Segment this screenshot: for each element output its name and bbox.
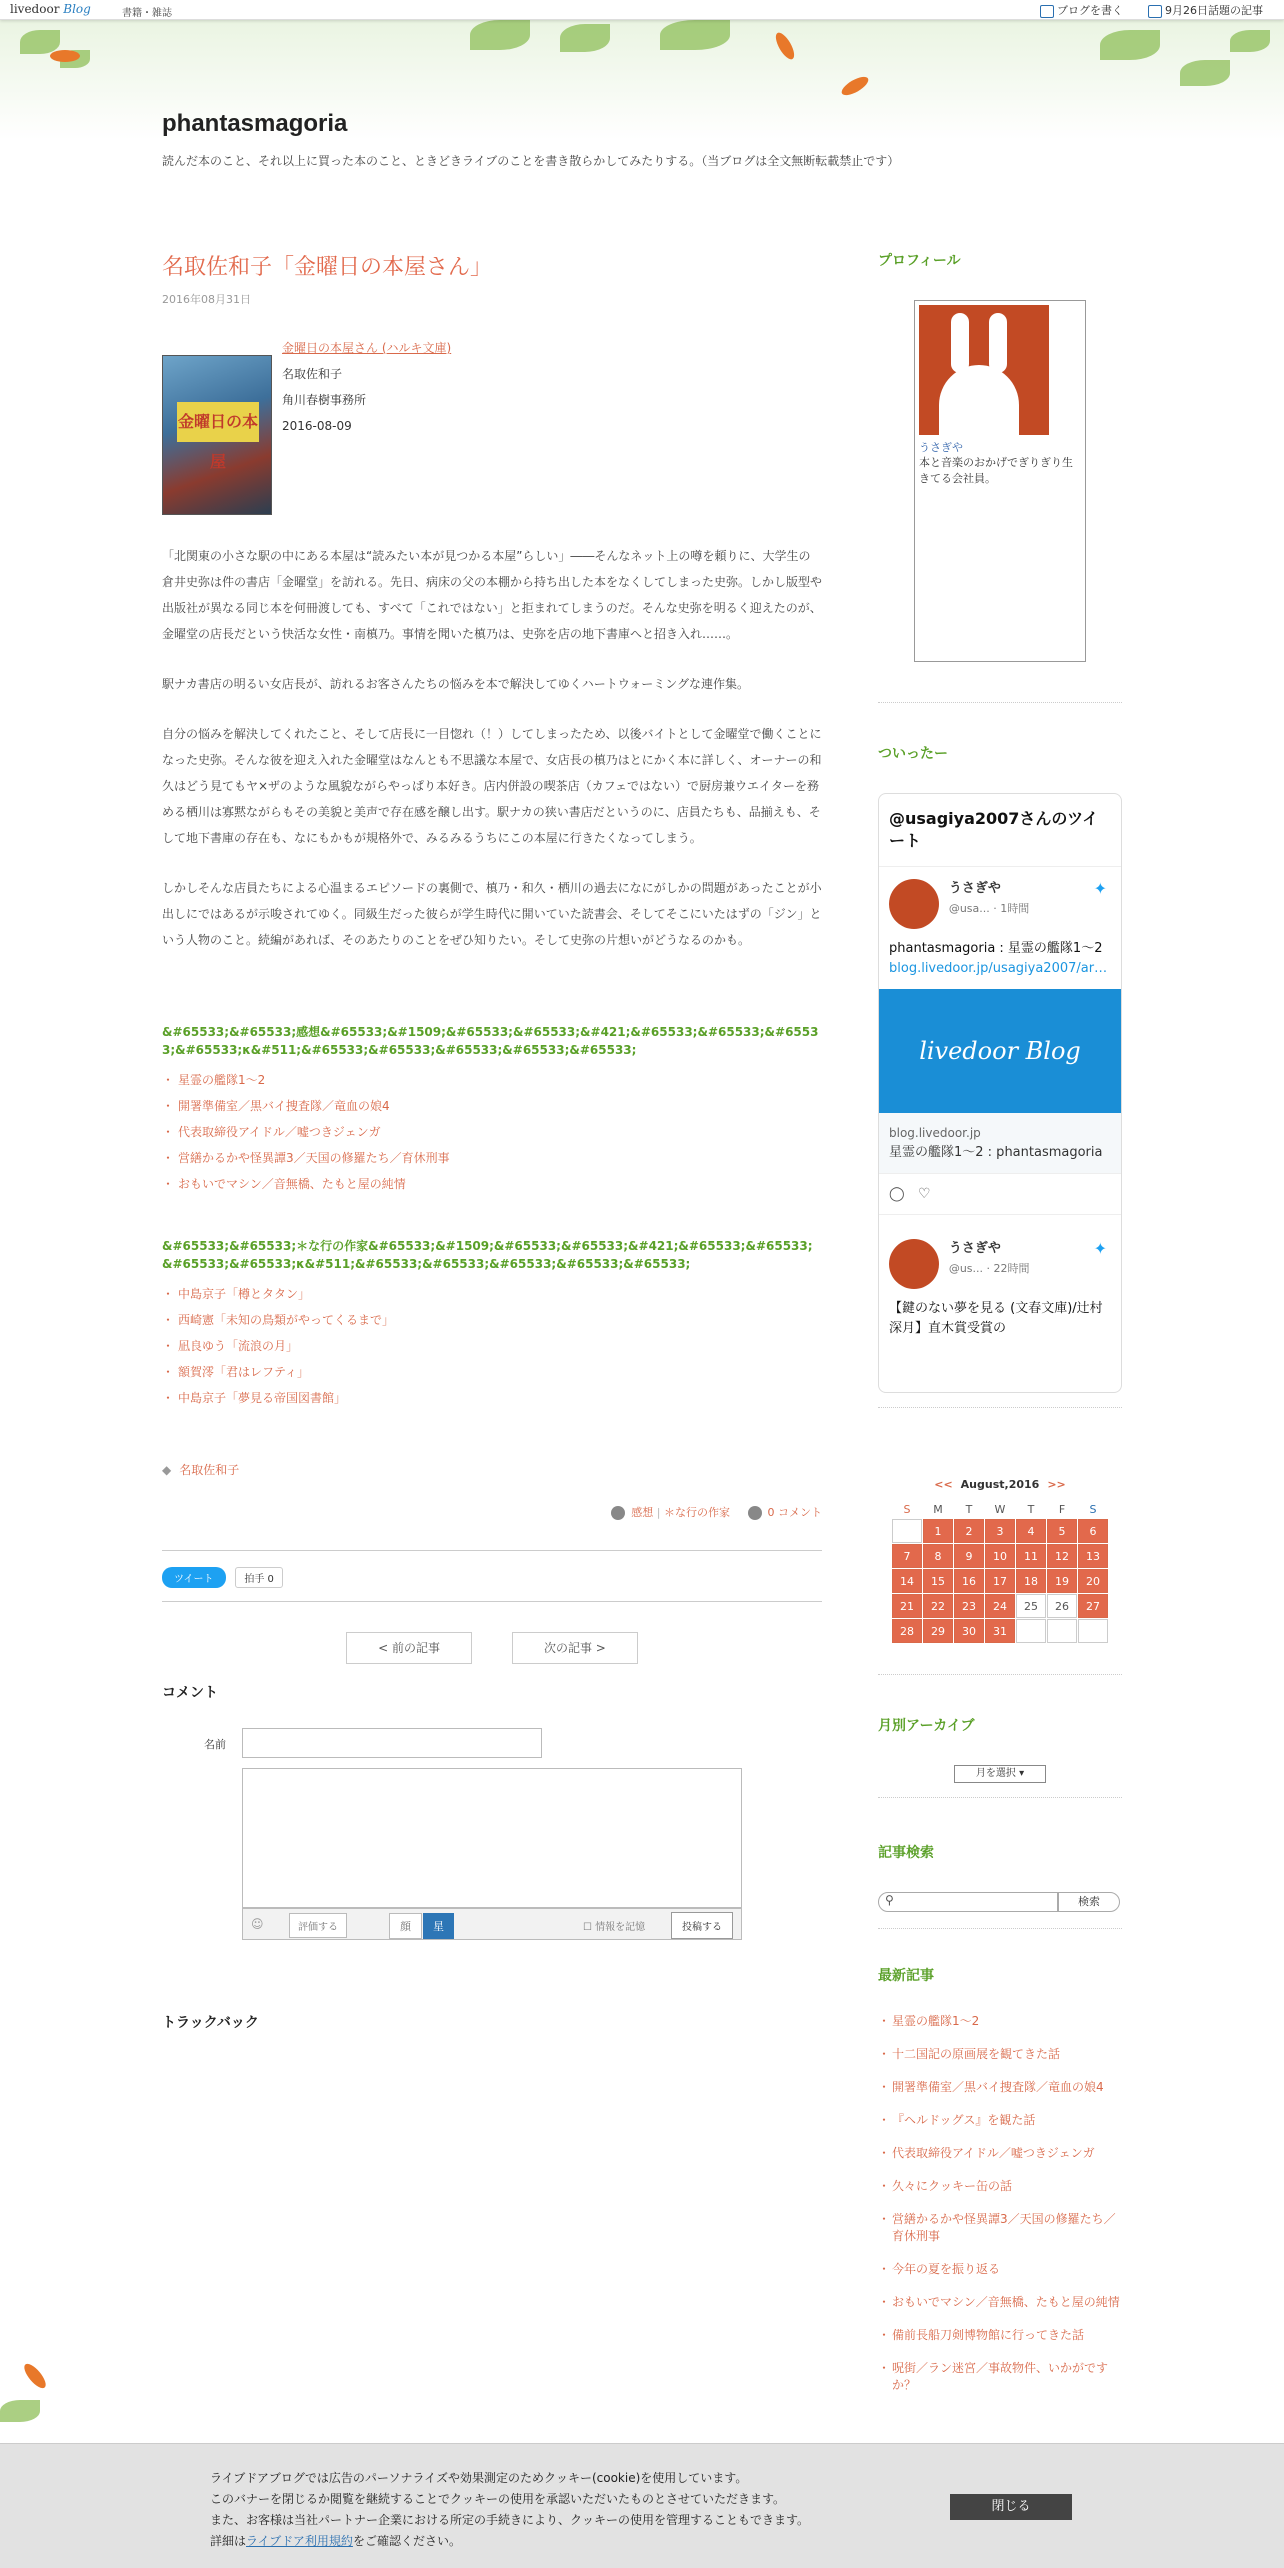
write-blog-link[interactable]: ブログを書く xyxy=(1040,2,1123,18)
leaf-icon xyxy=(1100,30,1160,60)
recent-heading: 最新記事 xyxy=(878,1968,934,1984)
category-icon xyxy=(611,1506,625,1520)
cookie-text: このバナーを閉じるか閲覧を継続することでクッキーの使用を承認いただいたものとさせていただきます。 xyxy=(210,2492,786,2506)
calendar-day xyxy=(1016,1619,1046,1643)
leaf-icon xyxy=(1230,30,1270,52)
search-heading: 記事検索 xyxy=(878,1845,934,1861)
like-icon[interactable]: ♡ xyxy=(918,1186,931,1202)
calendar-title: August,2016 xyxy=(960,1478,1040,1491)
post-date: 2016年08月31日 xyxy=(162,293,251,306)
comment-form xyxy=(162,1722,822,2012)
close-button[interactable]: 閉じる xyxy=(950,2494,1072,2520)
leaf-icon xyxy=(20,30,60,54)
list-item[interactable]: ・ 西崎憲「未知の鳥類がやってくるまで」 xyxy=(162,1307,822,1333)
divider xyxy=(878,1797,1122,1798)
calendar-icon xyxy=(1148,5,1162,18)
rabbit-ear xyxy=(951,313,969,373)
list-item[interactable]: ・ 今年の夏を振り返る xyxy=(878,2253,1122,2286)
list-item[interactable]: ・ 開署準備室／黒バイ捜査隊／竜血の娘4 xyxy=(162,1093,822,1119)
link-card[interactable]: blog.livedoor.jp 星霊の艦隊1〜2 : phantasmagoria xyxy=(879,1113,1121,1174)
calendar-day[interactable]: 18 xyxy=(1016,1569,1046,1593)
list-item[interactable]: ・ おもいでマシン／音無橋、たもと屋の純情 xyxy=(878,2286,1122,2319)
paragraph: 「北関東の小さな駅の中にある本屋は“読みたい本が見つかる本屋”らしい」――そんなネット上の噂を頼りに、大学生の倉井史弥は件の書店「金曜堂」を訪れる。先日、病床の父の本棚から持ち出した本をなくしてしまった史弥。しかし版型や出版社が異なる同じ本を何冊渡しても、すべて「これではない」と拒まれてしまうのだ。そんな史弥を明るく迎えたのが、金曜堂の店長だという快活な女性・南槙乃。事情を聞いた槙乃は、史弥を店の地下書庫へと招き入れ……。 xyxy=(162,549,823,641)
tag-link[interactable]: 名取佐和子 xyxy=(179,1463,240,1477)
post-meta: 感想 | ＊な行の作家 0 コメント xyxy=(162,1504,822,1520)
pencil-icon xyxy=(1040,5,1054,18)
next-post-button[interactable]: 次の記事 > xyxy=(512,1632,638,1664)
paragraph: しかしそんな店員たちによる心温まるエピソードの裏側で、槙乃・和久・栖川の過去になにがしかの問題があったことが小出しにではあるが示唆されてゆく。同級生だった彼らが学生時代に開いていた読書会、そしてそこにいたはずの「ジン」という人物のこと。続編があれば、そのあたりのことをぜひ知りたい。そして史弥の片想いがどうなるのかも。 xyxy=(162,881,822,947)
calendar xyxy=(878,1478,1122,1644)
goldfish-icon xyxy=(21,2361,49,2392)
divider xyxy=(878,1674,1122,1675)
comment-heading: コメント xyxy=(162,1685,218,1701)
list-item[interactable]: ・ 久々にクッキー缶の話 xyxy=(878,2170,1122,2203)
calendar-day[interactable]: 23 xyxy=(954,1594,984,1618)
calendar-next[interactable]: >> xyxy=(1047,1478,1066,1491)
calendar-day: 26 xyxy=(1047,1594,1077,1618)
calendar-day[interactable]: 21 xyxy=(892,1594,922,1618)
list-item[interactable]: ・ 中島京子「樽とタタン」 xyxy=(162,1281,822,1307)
profile-name[interactable]: うさぎや xyxy=(919,441,963,454)
list-item[interactable]: ・ 営繕かるかや怪異譚3／天国の修羅たち／育休刑事 xyxy=(162,1145,822,1171)
search xyxy=(878,1892,1122,1914)
tags xyxy=(162,1461,822,1478)
weekday-label: W xyxy=(994,1502,1006,1516)
avatar[interactable] xyxy=(889,1239,939,1289)
goldfish-icon xyxy=(50,50,80,62)
calendar-day: 25 xyxy=(1016,1594,1046,1618)
name-label: 名前 xyxy=(204,1738,226,1751)
face-button[interactable]: 顔 xyxy=(389,1913,422,1939)
calendar-day[interactable]: 27 xyxy=(1078,1594,1108,1618)
calendar-day[interactable]: 1 xyxy=(923,1519,953,1543)
divider xyxy=(878,702,1122,703)
calendar-day[interactable]: 15 xyxy=(923,1569,953,1593)
calendar-prev[interactable]: << xyxy=(934,1478,953,1491)
tweet xyxy=(879,867,1121,1227)
calendar-day[interactable]: 30 xyxy=(954,1619,984,1643)
archive-heading: 月別アーカイブ xyxy=(878,1718,975,1734)
twitter-timeline xyxy=(878,793,1122,1393)
calendar-day[interactable]: 14 xyxy=(892,1569,922,1593)
comment-textarea[interactable] xyxy=(242,1768,742,1908)
leaf-icon xyxy=(660,20,730,50)
paragraph: 自分の悩みを解決してくれたこと、そして店長に一目惚れ（！）してしまったため、以後バイトとして金曜堂で働くことになった史弥。そんな彼を迎え入れた金曜堂はなんとも不思議な本屋で、女店長の槙乃はとにかく本に詳しく、オーナーの和久はどう見てもヤ×ザのような風貌ながらやっぱり本好き。店内併設の喫茶店（カフェではない）で厨房兼ウエイターを務める栖川は寡黙ながらもその美貌と美声で存在感を醸し出す。駅ナカの狭い書店だというのに、店員たちも、品揃えも、そして地下書庫の存在も、なにもかもが規格外で、みるみるうちにこの本屋に行きたくなってしまう。 xyxy=(162,727,822,845)
list-item[interactable]: ・ おもいでマシン／音無橋、たもと屋の純情 xyxy=(162,1171,822,1197)
today-topics-link[interactable]: 9月26日話題の記事 xyxy=(1148,2,1263,18)
divider xyxy=(162,1550,822,1551)
leaf-icon xyxy=(470,20,530,50)
calendar-day[interactable]: 11 xyxy=(1016,1544,1046,1568)
list-item[interactable]: ・ 営繕かるかや怪異譚3／天国の修羅たち／育休刑事 xyxy=(878,2203,1122,2253)
calendar-day[interactable]: 20 xyxy=(1078,1569,1108,1593)
rabbit-face xyxy=(939,365,1019,435)
calendar-day[interactable]: 7 xyxy=(892,1544,922,1568)
calendar-day xyxy=(1047,1619,1077,1643)
category-heading[interactable]: &#65533;&#65533;＊な行の作家&#65533;&#1509;&#65533;&#65533;&#421;&#65533;&#65533;&#65533;&#65533;κ&#511;&#65533;&#65533;&#65533;&#65533;&#65533; xyxy=(162,1239,813,1271)
twitter-bird-icon[interactable]: ✦ xyxy=(1093,879,1107,898)
avatar[interactable] xyxy=(889,879,939,929)
nav-books[interactable]: 書籍・雑誌 xyxy=(122,8,172,19)
comment-toolbar xyxy=(242,1908,742,1940)
leaf-icon xyxy=(1180,60,1230,86)
paragraph: 駅ナカ書店の明るい女店長が、訪れるお客さんたちの悩みを本で解決してゆくハートウォーミングな連作集。 xyxy=(162,677,750,691)
tweet-button[interactable]: ツイート xyxy=(162,1567,226,1588)
link-card-image[interactable]: livedoor Blog xyxy=(879,989,1121,1113)
list-item[interactable]: ・ 代表取締役アイドル／嘘つきジェンガ xyxy=(878,2137,1122,2170)
livedoor-logo[interactable]: livedoor Blog xyxy=(10,2,91,16)
post-title[interactable]: 名取佐和子「金曜日の本屋さん」 xyxy=(162,255,493,280)
divider xyxy=(878,1407,1122,1408)
rabbit-ear xyxy=(989,313,1007,373)
calendar-day xyxy=(1078,1619,1108,1643)
search-icon: ⚲ xyxy=(885,1893,894,1907)
category-heading[interactable]: &#65533;&#65533;感想&#65533;&#1509;&#65533;&#65533;&#421;&#65533;&#65533;&#65533;&#65533;κ&#511;&#65533;&#65533;&#65533;&#65533;&#65533; xyxy=(162,1025,819,1057)
search-input[interactable] xyxy=(878,1892,1058,1912)
tweet-user-name[interactable]: うさぎや xyxy=(948,881,1001,896)
rate-dropdown[interactable]: 評価する xyxy=(289,1913,347,1938)
remember-checkbox[interactable]: ☐ 情報を記憶 xyxy=(583,1922,646,1933)
comment-icon xyxy=(748,1506,762,1520)
calendar-day[interactable]: 6 xyxy=(1078,1519,1108,1543)
calendar-day[interactable]: 5 xyxy=(1047,1519,1077,1543)
category-list xyxy=(162,1067,822,1197)
trackback-heading: トラックバック xyxy=(162,2015,259,2031)
cookie-text: ライブドアブログでは広告のパーソナライズや効果測定のためクッキー(cookie)を使用しています。 xyxy=(210,2471,748,2485)
calendar-day[interactable]: 17 xyxy=(985,1569,1015,1593)
calendar-day[interactable]: 13 xyxy=(1078,1544,1108,1568)
blog-description: 読んだ本のこと、それ以上に買った本のこと、ときどきライブのことを書き散らかしてみたりする。（当ブログは全文無断転載禁止です） xyxy=(162,154,900,168)
list-item[interactable]: ・ 星霊の艦隊1～2 xyxy=(878,2005,1122,2038)
calendar-day[interactable]: 29 xyxy=(923,1619,953,1643)
profile-box xyxy=(914,300,1086,662)
weekday-label: M xyxy=(933,1502,943,1516)
book-publisher: 角川春樹事務所 xyxy=(282,393,367,407)
book-date: 2016-08-09 xyxy=(282,419,352,433)
blog-title[interactable]: phantasmagoria xyxy=(162,110,348,137)
archive-select[interactable]: 月を選択 ▾ xyxy=(954,1765,1046,1783)
calendar-day[interactable]: 24 xyxy=(985,1594,1015,1618)
star-button[interactable]: 星 xyxy=(423,1913,454,1939)
divider xyxy=(878,1928,1122,1929)
meta-category-link[interactable]: ＊な行の作家 xyxy=(664,1506,730,1519)
tweet-handle: @usa... · 1時間 xyxy=(948,902,1030,915)
list-item[interactable]: ・ 中島京子「夢見る帝国図書館」 xyxy=(162,1385,822,1411)
profile-text: 本と音楽のおかげでぎりぎり生きてる会社員。 xyxy=(919,456,1073,485)
goldfish-icon xyxy=(839,73,871,98)
meta-category-link[interactable]: 感想 xyxy=(631,1506,654,1519)
weekday-label: T xyxy=(965,1502,973,1516)
weekday-label: S xyxy=(903,1502,911,1516)
calendar-day[interactable]: 28 xyxy=(892,1619,922,1643)
search-button[interactable]: 検索 xyxy=(1058,1892,1120,1912)
list-item[interactable]: ・ 凪良ゆう「流浪の月」 xyxy=(162,1333,822,1359)
calendar-day[interactable]: 19 xyxy=(1047,1569,1077,1593)
calendar-day[interactable]: 2 xyxy=(954,1519,984,1543)
list-item[interactable]: ・ 十二国記の原画展を観てきた話 xyxy=(878,2038,1122,2071)
cookie-banner: ライブドアブログでは広告のパーソナライズや効果測定のためクッキー(cookie)を使用しています。 このバナーを閉じるか閲覧を継続することでクッキーの使用を承認いただいたものとさせていただきます。 また、お客様は当社パートナー企業における所定の手続きにより、クッキーの使用を管理することもできます。 詳細はライブドア利用規約をご確認ください。 閉じる xyxy=(0,2443,1284,2568)
name-field[interactable] xyxy=(242,1728,542,1758)
calendar-grid xyxy=(891,1499,1109,1644)
calendar-day[interactable]: 3 xyxy=(985,1519,1015,1543)
calendar-day[interactable]: 9 xyxy=(954,1544,984,1568)
divider xyxy=(162,1601,822,1602)
article xyxy=(162,250,822,2032)
clap-button[interactable]: 拍手 0 xyxy=(235,1567,283,1588)
list-item[interactable]: ・ 開署準備室／黒バイ捜査隊／竜血の娘4 xyxy=(878,2071,1122,2104)
tweet-link[interactable]: blog.livedoor.jp/usagiya2007/ar… xyxy=(889,961,1108,976)
list-item[interactable]: ・ 呪街／ラン迷宮／事故物件、いかがですか？ xyxy=(878,2352,1122,2402)
leaf-icon xyxy=(560,24,610,52)
book-info xyxy=(162,335,822,505)
calendar-day xyxy=(892,1519,922,1543)
list-item[interactable]: ・ 備前長船刀剣博物館に行ってきた話 xyxy=(878,2319,1122,2352)
tweet-text: phantasmagoria : 星霊の艦隊1〜2 xyxy=(889,941,1103,956)
list-item[interactable]: ・ 『ヘルドッグス』を観た話 xyxy=(878,2104,1122,2137)
reply-icon[interactable]: ◯ xyxy=(889,1186,905,1202)
weekday-label: S xyxy=(1089,1502,1097,1516)
comment-count-link[interactable]: 0 コメント xyxy=(767,1506,822,1519)
book-author: 名取佐和子 xyxy=(282,367,343,381)
pager xyxy=(162,1632,822,1664)
list-item[interactable]: ・ 額賀澪「君はレフティ」 xyxy=(162,1359,822,1385)
list-item[interactable]: ・ 星霊の艦隊1～2 xyxy=(162,1067,822,1093)
terms-link[interactable]: ライブドア利用規約 xyxy=(246,2534,353,2548)
leaf-icon xyxy=(0,2400,40,2422)
tweet-handle: @us... · 22時間 xyxy=(948,1262,1030,1275)
weekday-label: T xyxy=(1027,1502,1035,1516)
calendar-day[interactable]: 31 xyxy=(985,1619,1015,1643)
avatar[interactable] xyxy=(919,305,1049,435)
tweet xyxy=(879,1227,1121,1351)
tweet-text: 【鍵のない夢を見る (文春文庫)/辻村 深月】直木賞受賞の xyxy=(889,1301,1103,1336)
twitter-bird-icon[interactable]: ✦ xyxy=(1093,1239,1107,1258)
calendar-day[interactable]: 8 xyxy=(923,1544,953,1568)
list-item[interactable]: ・ 代表取締役アイドル／嘘つきジェンガ xyxy=(162,1119,822,1145)
prev-post-button[interactable]: < 前の記事 xyxy=(346,1632,472,1664)
recent-list xyxy=(878,2005,1122,2402)
weekday-label: F xyxy=(1058,1502,1066,1516)
calendar-day[interactable]: 22 xyxy=(923,1594,953,1618)
submit-button[interactable]: 投稿する xyxy=(671,1912,733,1939)
calendar-day[interactable]: 10 xyxy=(985,1544,1015,1568)
calendar-day[interactable]: 16 xyxy=(954,1569,984,1593)
book-link[interactable]: 金曜日の本屋さん (ハルキ文庫) xyxy=(282,341,452,355)
book-cover[interactable]: 金曜日の本屋 xyxy=(162,355,272,515)
cookie-text: また、お客様は当社パートナー企業における所定の手続きにより、クッキーの使用を管理することもできます。 xyxy=(210,2513,810,2527)
top-bar xyxy=(0,0,1284,20)
calendar-day[interactable]: 12 xyxy=(1047,1544,1077,1568)
profile-heading: プロフィール xyxy=(878,253,961,269)
sidebar xyxy=(878,250,1122,2402)
calendar-day[interactable]: 4 xyxy=(1016,1519,1046,1543)
tweet-user-name[interactable]: うさぎや xyxy=(948,1241,1001,1256)
timeline-title[interactable]: @usagiya2007さんのツイート xyxy=(879,794,1121,867)
goldfish-icon xyxy=(772,30,797,62)
social-buttons xyxy=(162,1567,822,1591)
emoji-icon[interactable]: ☺ xyxy=(251,1917,264,1931)
twitter-heading: ついったー xyxy=(878,746,948,762)
tweet-actions xyxy=(879,1174,1121,1215)
category-list xyxy=(162,1281,822,1411)
tag-icon: ◆ xyxy=(162,1463,172,1477)
